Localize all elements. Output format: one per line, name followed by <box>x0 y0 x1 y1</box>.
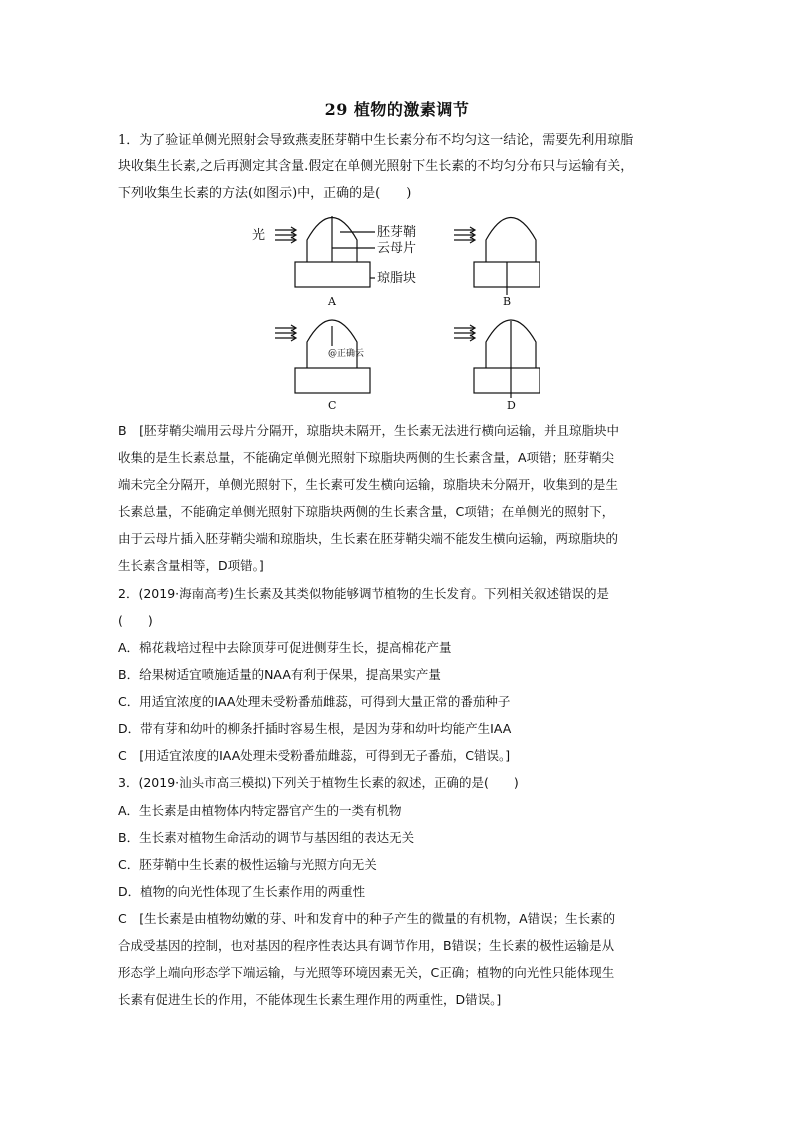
q3-option-d: D．植物的向光性体现了生长素作用的两重性 <box>118 884 366 899</box>
q1-answer-line: B [胚芽鞘尖端用云母片分隔开，琼脂块未隔开，生长素无法进行横向运输，并且琼脂块中 <box>118 423 619 438</box>
panel-d-light-arrows <box>454 325 475 341</box>
q3-answer-line: C [生长素是由植物幼嫩的芽、叶和发育中的种子产生的微量的有机物，A错误；生长素的 <box>118 911 616 926</box>
q1-stem-line: 块收集生长素,之后再测定其含量.假定在单侧光照射下生长素的不均匀分布只与运输有关， <box>118 159 634 174</box>
q2-option-d: D．带有芽和幼叶的柳条扦插时容易生根，是因为芽和幼叶均能产生IAA <box>118 721 512 736</box>
panel-label-d: D <box>507 399 516 410</box>
q1-answer-line: 收集的是生长素总量，不能确定单侧光照射下琼脂块两侧的生长素含量，A项错；胚芽鞘尖 <box>118 450 615 465</box>
q3-stem-line: 3．(2019·汕头市高三模拟)下列关于植物生长素的叙述，正确的是( ) <box>118 775 519 790</box>
q3-option-c: C．胚芽鞘中生长素的极性运输与光照方向无关 <box>118 857 377 872</box>
panel-label-a: A <box>328 295 336 308</box>
panel-a-agar-block <box>295 262 370 287</box>
light-label: 光 <box>252 228 266 243</box>
q2-answer-line: C [用适宜浓度的IAA处理未受粉番茄雌蕊，可得到无子番茄，C错误。] <box>118 748 511 763</box>
q3-option-a: A．生长素是由植物体内特定器官产生的一类有机物 <box>118 803 402 818</box>
panel-c-agar-block <box>295 368 370 393</box>
q2-option-b: B．给果树适宜喷施适量的NAA有利于保果，提高果实产量 <box>118 667 441 682</box>
label-coleoptile: 胚芽鞘 <box>377 225 417 240</box>
label-mica: 云母片 <box>377 241 417 256</box>
q1-answer-line: 生长素含量相等，D项错。] <box>118 558 264 573</box>
label-agar: 琼脂块 <box>377 271 417 286</box>
panel-label-c: C <box>328 399 337 410</box>
panel-a-light-arrows <box>275 227 296 243</box>
q2-option-c: C．用适宜浓度的IAA处理未受粉番茄雌蕊，可得到大量正常的番茄种子 <box>118 694 511 709</box>
q1-answer-line: 由于云母片插入胚芽鞘尖端和琼脂块，生长素在胚芽鞘尖端不能发生横向运输，两琼脂块的 <box>118 531 619 546</box>
q1-answer-line: 端未完全分隔开，单侧光照射下，生长素可发生横向运输，琼脂块未分隔开，收集到的是生 <box>118 477 619 492</box>
panel-d-agar-block <box>474 368 540 393</box>
panel-c-light-arrows <box>275 325 296 341</box>
q3-answer-line: 形态学上端向形态学下端运输，与光照等环境因素无关，C正确；植物的向光性只能体现生 <box>118 965 615 980</box>
watermark: @正确云 <box>328 349 365 359</box>
q3-answer-line: 长素有促进生长的作用，不能体现生长素生理作用的两重性，D错误。] <box>118 992 502 1007</box>
panel-b-coleoptile <box>486 218 536 263</box>
q3-answer-line: 合成受基因的控制，也对基因的程序性表达具有调节作用，B错误；生长素的极性运输是从 <box>118 938 615 953</box>
panel-label-b: B <box>503 295 512 308</box>
q2-option-a: A．棉花栽培过程中去除顶芽可促进侧芽生长，提高棉花产量 <box>118 640 452 655</box>
q1-answer-line: 长素总量，不能确定单侧光照射下琼脂块两侧的生长素含量，C项错；在单侧光的照射下， <box>118 504 615 519</box>
q2-stem-line: ( ) <box>118 613 153 628</box>
coleoptile-diagram <box>240 210 540 410</box>
q1-stem-line: 下列收集生长素的方法(如图示)中，正确的是( ) <box>118 186 412 201</box>
q1-stem-line: 1．为了验证单侧光照射会导致燕麦胚芽鞘中生长素分布不均匀这一结论，需要先利用琼脂 <box>118 133 634 148</box>
page-title: 29 植物的激素调节 <box>324 100 470 119</box>
panel-b-light-arrows <box>454 227 475 243</box>
q3-option-b: B．生长素对植物生命活动的调节与基因组的表达无关 <box>118 830 415 845</box>
q2-stem-line: 2．(2019·海南高考)生长素及其类似物能够调节植物的生长发育。下列相关叙述错误的是 <box>118 586 609 601</box>
